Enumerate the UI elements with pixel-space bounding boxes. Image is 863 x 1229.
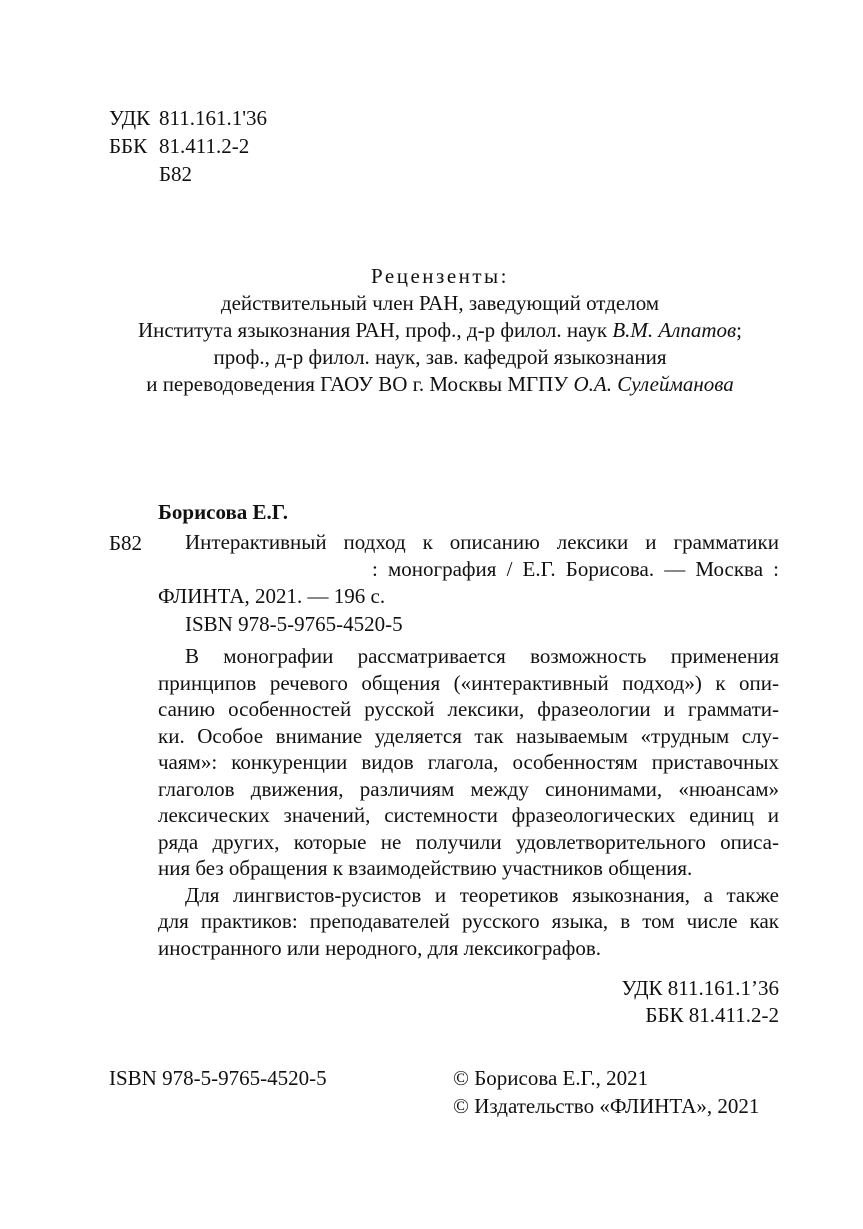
copyright-author: © Борисова Е.Г., 2021 [453, 1066, 649, 1090]
reviewer-line-2 [100, 317, 780, 344]
annotation-line: чаям»: конкуренции видов глагола, особенностям приставочных [158, 750, 779, 774]
author-code: Б82 [109, 531, 143, 555]
bbk-bottom: ББК 81.411.2-2 [645, 1003, 779, 1027]
annotation-line: иностранного или неродного, для лексикографов. [158, 935, 602, 960]
annotation-line: ки. Особое внимание уделяется так называемым «трудным слу- [158, 723, 779, 748]
copyright-block [453, 1064, 759, 1120]
reviewer-line-4 [100, 371, 780, 398]
annotation-line: Для лингвистов-русистов и теоретиков языкознания, а также [185, 882, 779, 907]
annotation-line: для практиков: преподавателей русского языка, в том числе как [158, 909, 779, 933]
udk-bottom: УДК 811.161.1’36 [621, 976, 779, 1000]
reviewer-line-2-end: ; [736, 318, 742, 342]
reviewer-line-3: проф., д-р филол. наук, зав. кафедрой языкознания [213, 345, 667, 369]
annotation-line: санию особенностей русской лексики, фразеологии и граммати- [158, 697, 779, 721]
annotation-line: ния без обращения к взаимодействию участников общения. [158, 856, 693, 880]
reviewer-name-alpatov: В.М. Алпатов [612, 318, 737, 342]
bibliographic-title [158, 529, 779, 610]
reviewers-block [100, 263, 780, 398]
annotation-line: лексических значений, системности фразеологических единиц и [158, 803, 779, 827]
udk-label: УДК [109, 106, 151, 130]
author-mark-top: Б82 [159, 162, 193, 186]
bbk-top [109, 132, 249, 160]
annotation [158, 643, 779, 961]
title-line-1: Интерактивный подход к описанию лексики и грамматики [185, 530, 779, 554]
reviewer-name-suleymanova: О.А. Сулейманова [573, 372, 734, 396]
title-line-2: : монография / Е.Г. Борисова. — Москва : [372, 557, 779, 581]
udk-value: 811.161.1'36 [159, 106, 268, 130]
bbk-label: ББК [109, 134, 148, 158]
isbn-biblio: ISBN 978-5-9765-4520-5 [185, 612, 403, 636]
classification-bottom [621, 975, 779, 1029]
bbk-value: 81.411.2-2 [159, 134, 250, 158]
annotation-line: ряда других, которые не получили удовлетворительного описа- [158, 829, 779, 854]
annotation-line: глаголов движения, различиям между синонимами, «нюансам» [158, 776, 779, 801]
annotation-line: принципов речевого общения («интерактивный подход») к опи- [158, 670, 779, 695]
reviewer-line-1: действительный член РАН, заведующий отделом [220, 291, 660, 315]
udk-top [109, 104, 267, 132]
annotation-line: В монографии рассматривается возможность применения [185, 644, 779, 668]
copyright-publisher: © Издательство «ФЛИНТА», 2021 [453, 1094, 760, 1118]
reviewers-heading: Рецензенты: [371, 264, 509, 288]
isbn-footer: ISBN 978-5-9765-4520-5 [109, 1066, 327, 1090]
reviewer-line-2-text: Института языкознания РАН, проф., д-р филол. наук [138, 318, 613, 342]
author-name: Борисова Е.Г. [158, 500, 289, 524]
reviewer-line-4-text: и переводоведения ГАОУ ВО г. Москвы МГПУ [146, 372, 574, 396]
title-line-3: ФЛИНТА, 2021. — 196 с. [158, 584, 386, 608]
